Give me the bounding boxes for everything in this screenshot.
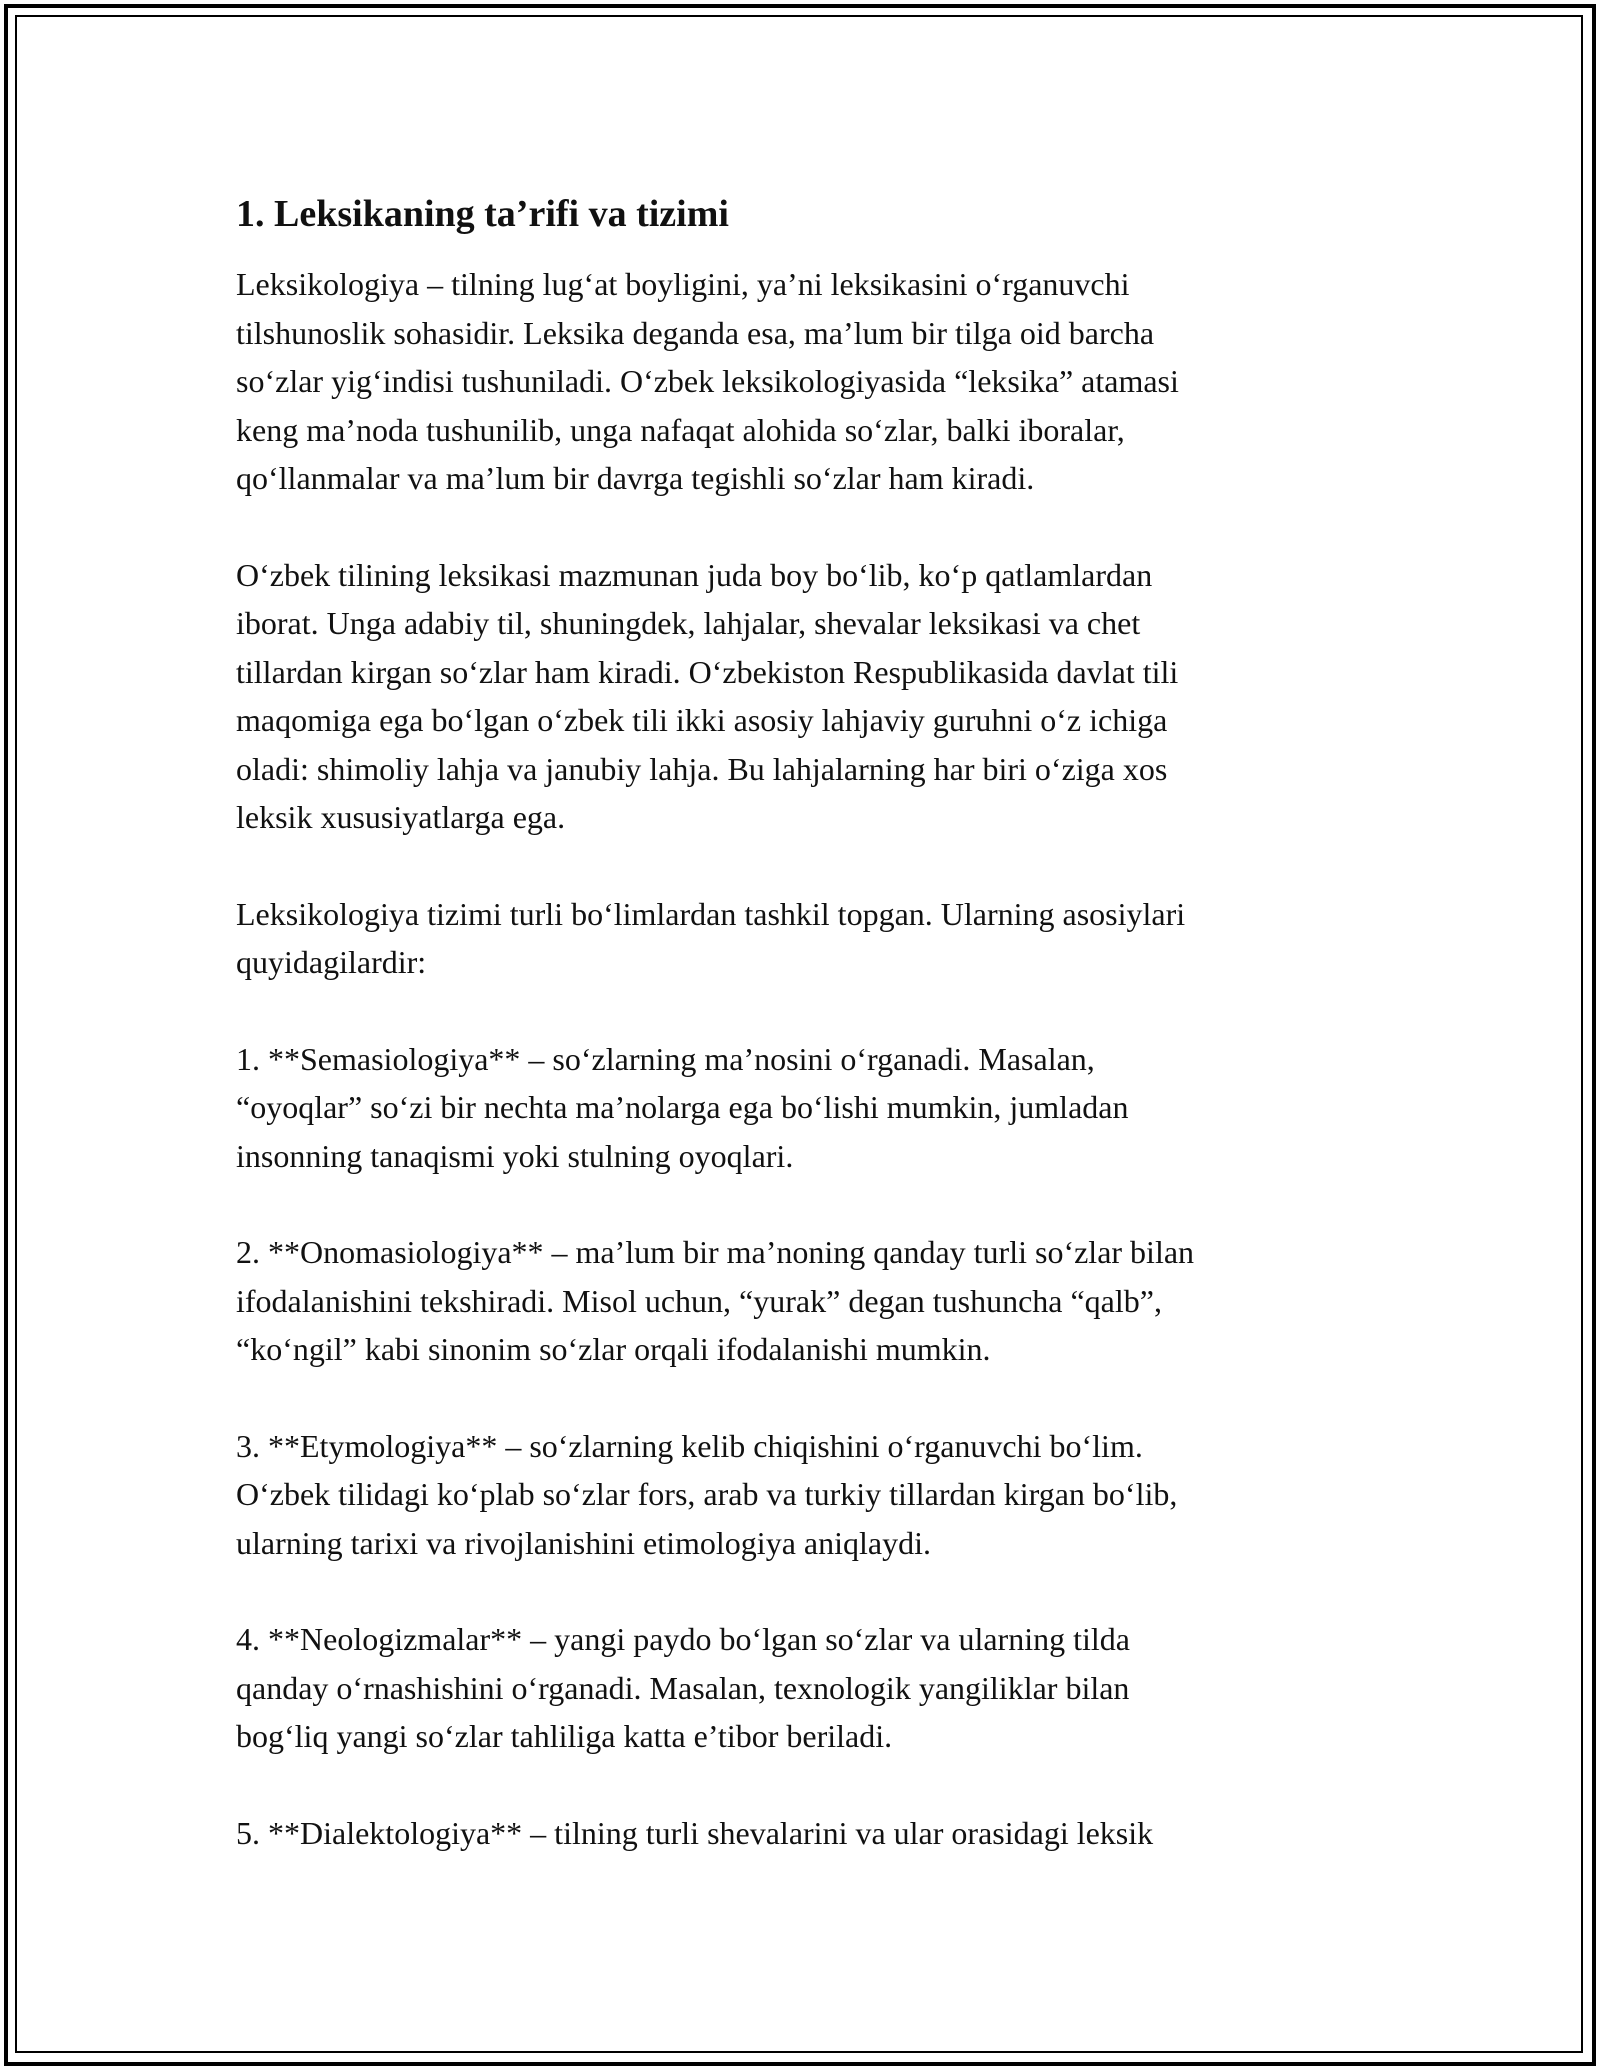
list-item-neologisms [236, 1615, 1366, 1761]
document-body [236, 190, 1366, 1905]
paragraph-line: ularning tarixi va rivojlanishini etimologiya aniqlaydi. [236, 1524, 931, 1561]
paragraph-line: “ko‘ngil” kabi sinonim so‘zlar orqali ifodalanishi mumkin. [236, 1331, 991, 1367]
paragraph-line: qanday o‘rnashishini o‘rganadi. Masalan, texnologik yangiliklar bilan [236, 1669, 1130, 1706]
paragraph-line: keng ma’noda tushunilib, unga nafaqat alohida so‘zlar, balki iboralar, [236, 411, 1125, 448]
paragraph-line: oladi: shimoliy lahja va janubiy lahja. Bu lahjalarning har biri o‘ziga xos [236, 750, 1168, 787]
paragraph-line: leksik xususiyatlarga ega. [236, 799, 566, 835]
paragraph-line: quyidagilardir: [236, 944, 427, 980]
paragraph-line: Leksikologiya – tilning lug‘at boyligini, ya’ni leksikasini o‘rganuvchi [236, 266, 1130, 302]
list-item-onomasiology [236, 1228, 1366, 1374]
section-heading: 1. Leksikaning ta’rifi va tizimi [236, 193, 729, 235]
paragraph-line: 1. **Semasiologiya** – so‘zlarning ma’nosini o‘rganadi. Masalan, [236, 1040, 1095, 1077]
paragraph-line: tillardan kirgan so‘zlar ham kiradi. O‘zbekiston Respublikasida davlat tili [236, 653, 1179, 690]
paragraph-line: bog‘liq yangi so‘zlar tahliliga katta e’tibor beriladi. [236, 1718, 893, 1754]
paragraph-lexicon [236, 551, 1366, 842]
list-item-etymology [236, 1422, 1366, 1568]
paragraph-line: 4. **Neologizmalar** – yangi paydo bo‘lgan so‘zlar va ularning tilda [236, 1621, 1130, 1657]
paragraph-line: iborat. Unga adabiy til, shuningdek, lahjalar, shevalar leksikasi va chet [236, 605, 1141, 641]
paragraph-line: tilshunoslik sohasidir. Leksika deganda esa, ma’lum bir tilga oid barcha [236, 314, 1155, 351]
paragraph-line: maqomiga ega bo‘lgan o‘zbek tili ikki asosiy lahjaviy guruhni o‘z ichiga [236, 702, 1168, 738]
list-item-dialectology [236, 1809, 1366, 1858]
paragraph-line: 2. **Onomasiologiya** – ma’lum bir ma’noning qanday turli so‘zlar bilan [236, 1234, 1195, 1270]
list-item-semasiology [236, 1035, 1366, 1181]
paragraph-system-intro [236, 890, 1366, 987]
paragraph-line: so‘zlar yig‘indisi tushuniladi. O‘zbek leksikologiyasida “leksika” atamasi [236, 363, 1179, 399]
paragraph-line: O‘zbek tilining leksikasi mazmunan juda boy bo‘lib, ko‘p qatlamlardan [236, 556, 1153, 593]
paragraph-line: O‘zbek tilidagi ko‘plab so‘zlar fors, arab va turkiy tillardan kirgan bo‘lib, [236, 1476, 1178, 1512]
paragraph-line: ifodalanishini tekshiradi. Misol uchun, “yurak” degan tushuncha “qalb”, [236, 1282, 1162, 1319]
paragraph-line: 5. **Dialektologiya** – tilning turli shevalarini va ular orasidagi leksik [236, 1814, 1154, 1851]
paragraph-line: qo‘llanmalar va ma’lum bir davrga tegishli so‘zlar ham kiradi. [236, 460, 1035, 496]
paragraph-line: 3. **Etymologiya** – so‘zlarning kelib chiqishini o‘rganuvchi bo‘lim. [236, 1427, 1143, 1464]
paragraph-line: Leksikologiya tizimi turli bo‘limlardan tashkil topgan. Ularning asosiylari [236, 895, 1186, 932]
paragraph-line: insonning tanaqismi yoki stulning oyoqlari. [236, 1137, 794, 1174]
paragraph-definition [236, 260, 1366, 503]
paragraph-line: “oyoqlar” so‘zi bir nechta ma’nolarga ega bo‘lishi mumkin, jumladan [236, 1089, 1129, 1125]
